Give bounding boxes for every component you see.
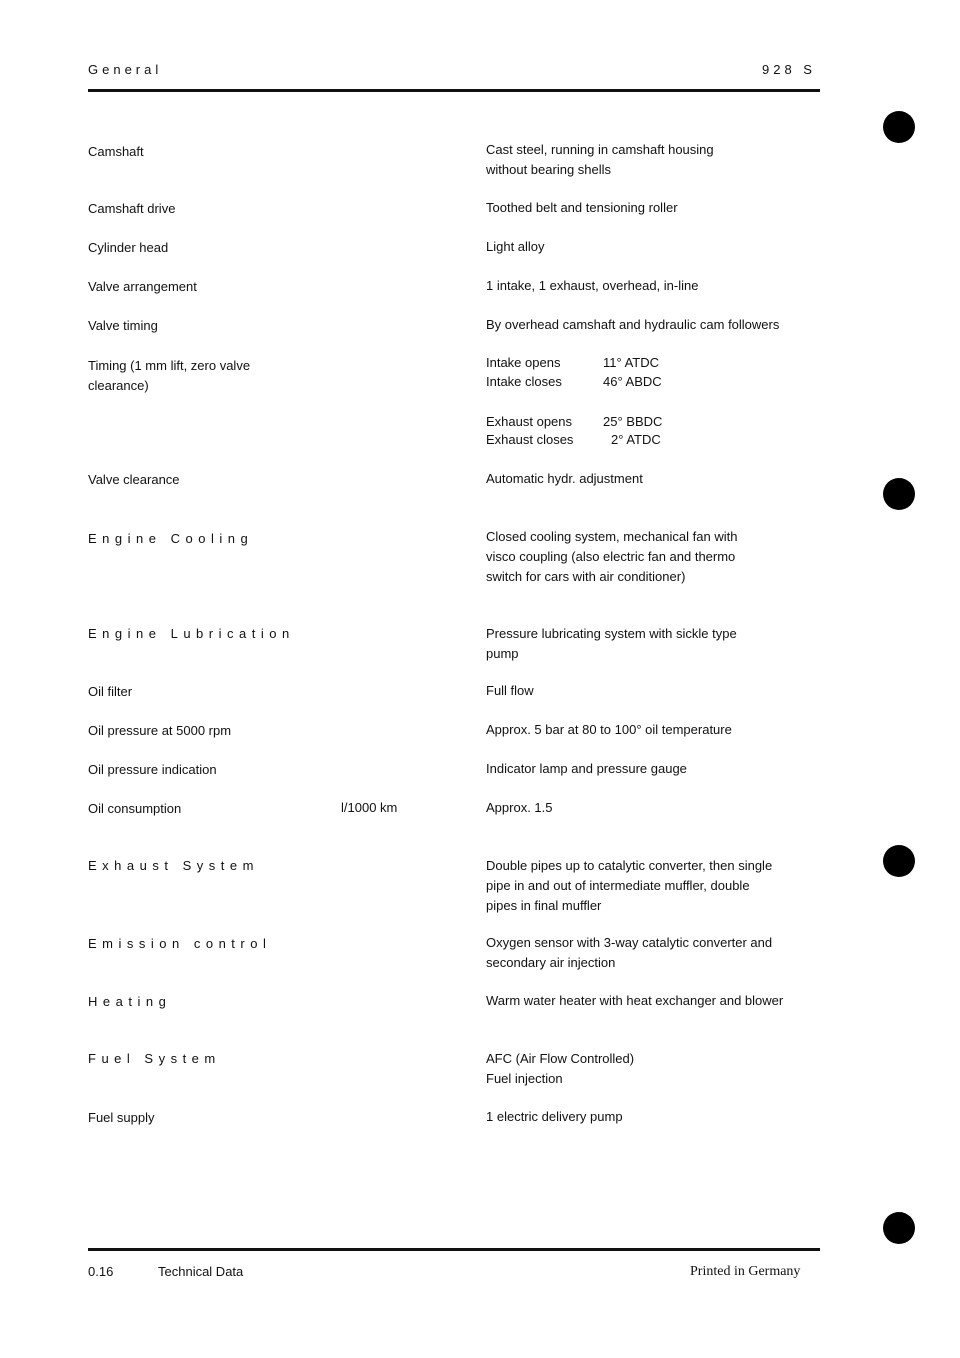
spec-label-timing: Timing (1 mm lift, zero valve clearance) bbox=[88, 358, 251, 393]
spec-value-exhaust-system: Double pipes up to catalytic converter, then single pipe in and out of intermediate muffler, double pipes in final muffler bbox=[486, 858, 773, 913]
timing-event: Exhaust opens bbox=[486, 414, 573, 429]
footer-printed-note: Printed in Germany bbox=[690, 1264, 801, 1279]
spec-label-oil-consumption: Oil consumption bbox=[88, 801, 182, 816]
binder-hole bbox=[883, 1212, 915, 1244]
spec-value-valve-timing: By overhead camshaft and hydraulic cam followers bbox=[486, 317, 780, 332]
header-section: General bbox=[88, 62, 163, 77]
spec-value-valve-clearance: Automatic hydr. adjustment bbox=[486, 471, 643, 486]
section-heading-engine-lubrication: Engine Lubrication bbox=[88, 626, 295, 641]
section-heading-engine-cooling: Engine Cooling bbox=[88, 531, 254, 546]
spec-value-emission-control: Oxygen sensor with 3-way catalytic converter and secondary air injection bbox=[486, 935, 773, 970]
spec-value-oil-consumption: Approx. 1.5 bbox=[486, 800, 553, 815]
spec-value-engine-cooling: Closed cooling system, mechanical fan with visco coupling (also electric fan and thermo switch for cars with air conditioner) bbox=[486, 529, 738, 584]
spec-value-fuel-system: AFC (Air Flow Controlled) Fuel injection bbox=[486, 1051, 635, 1086]
binder-hole bbox=[883, 478, 915, 510]
spec-value-heating: Warm water heater with heat exchanger and blower bbox=[486, 993, 784, 1008]
timing-angle: 25° BBDC bbox=[603, 414, 663, 429]
timing-angle: 11° ATDC bbox=[603, 355, 660, 370]
section-heading-exhaust-system: Exhaust System bbox=[88, 858, 259, 873]
spec-unit-oil-consumption: l/1000 km bbox=[341, 800, 398, 815]
spec-value-fuel-supply: 1 electric delivery pump bbox=[486, 1109, 623, 1124]
spec-value-camshaft: Cast steel, running in camshaft housing without bearing shells bbox=[486, 142, 714, 177]
spec-value-cylinder-head: Light alloy bbox=[486, 239, 545, 254]
spec-label-valve-clearance: Valve clearance bbox=[88, 472, 180, 487]
timing-event: Intake opens bbox=[486, 355, 561, 370]
binder-hole bbox=[883, 111, 915, 143]
spec-label-cylinder-head: Cylinder head bbox=[88, 240, 169, 255]
spec-label-camshaft-drive: Camshaft drive bbox=[88, 201, 176, 216]
header-rule bbox=[88, 89, 820, 92]
spec-label-camshaft: Camshaft bbox=[88, 144, 144, 159]
spec-value-oil-pressure: Approx. 5 bar at 80 to 100° oil temperature bbox=[486, 722, 732, 737]
header-model: 928 S bbox=[762, 62, 816, 77]
footer-rule bbox=[88, 1248, 820, 1251]
spec-label-valve-timing: Valve timing bbox=[88, 318, 158, 333]
footer-section-title: Technical Data bbox=[158, 1264, 244, 1279]
timing-angle: 2° ATDC bbox=[611, 432, 661, 447]
spec-value-engine-lubrication: Pressure lubricating system with sickle type pump bbox=[486, 626, 737, 661]
spec-label-valve-arrangement: Valve arrangement bbox=[88, 279, 197, 294]
spec-value-oil-filter: Full flow bbox=[486, 683, 534, 698]
spec-label-oil-filter: Oil filter bbox=[88, 684, 133, 699]
section-heading-emission-control: Emission control bbox=[88, 936, 272, 951]
spec-value-oil-pressure-indication: Indicator lamp and pressure gauge bbox=[486, 761, 687, 776]
spec-label-oil-pressure-indication: Oil pressure indication bbox=[88, 762, 217, 777]
spec-label-fuel-supply: Fuel supply bbox=[88, 1110, 155, 1125]
spec-value-camshaft-drive: Toothed belt and tensioning roller bbox=[486, 200, 678, 215]
timing-angle: 46° ABDC bbox=[603, 374, 662, 389]
timing-event: Intake closes bbox=[486, 374, 562, 389]
timing-event: Exhaust closes bbox=[486, 432, 574, 447]
section-heading-heating: Heating bbox=[88, 994, 172, 1009]
footer-page-number: 0.16 bbox=[88, 1264, 114, 1279]
spec-value-valve-arrangement: 1 intake, 1 exhaust, overhead, in-line bbox=[486, 278, 699, 293]
binder-hole bbox=[883, 845, 915, 877]
spec-label-oil-pressure: Oil pressure at 5000 rpm bbox=[88, 723, 232, 738]
section-heading-fuel-system: Fuel System bbox=[88, 1051, 221, 1066]
